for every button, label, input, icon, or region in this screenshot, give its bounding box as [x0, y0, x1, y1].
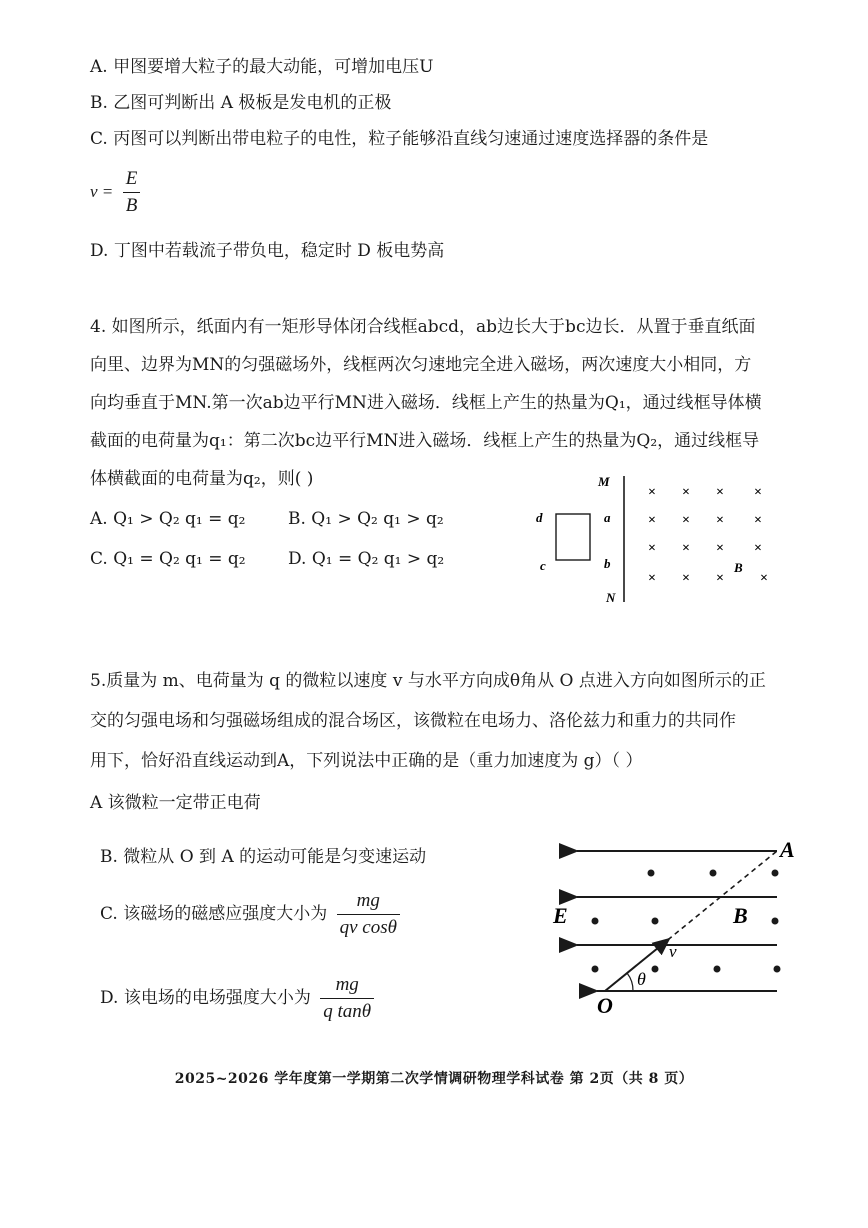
- field-dot: [772, 918, 779, 925]
- field-cross-mark: ×: [648, 513, 656, 528]
- label-v: v: [669, 942, 677, 961]
- q4-stem-line-2: 向里、边界为MN的匀强磁场外，线框两次匀速地完全进入磁场，两次速度大小相同，方: [90, 355, 752, 375]
- q5-option-c-text: C. 该磁场的磁感应强度大小为: [100, 904, 328, 924]
- q5-option-a: A 该微粒一定带正电荷: [90, 793, 261, 813]
- field-dot: [592, 918, 599, 925]
- q4-option-b: B. Q₁ > Q₂ q₁ > q₂: [288, 509, 444, 529]
- fraction-denominator: B: [125, 195, 138, 216]
- label-a: A: [780, 837, 795, 862]
- field-cross-mark: ×: [716, 541, 724, 556]
- field-cross-mark: ×: [648, 571, 656, 586]
- q3-option-d: D. 丁图中若载流子带负电，稳定时 D 板电势高: [90, 241, 445, 261]
- field-cross-mark: ×: [716, 485, 724, 500]
- q4-magnetic-field-figure: [520, 470, 790, 610]
- page-footer: 2025~2026 学年度第一学期第二次学情调研物理学科试卷 第 2页（共 8 页）: [174, 1071, 694, 1087]
- q4-stem-line-4: 截面的电荷量为q₁：第二次bc边平行MN进入磁场．线框上产生的热量为Q₂，通过线框导: [90, 431, 760, 451]
- field-cross-mark: ×: [754, 541, 762, 556]
- q5-crossed-fields-figure: [545, 835, 815, 1020]
- fraction-numerator: E: [123, 168, 141, 193]
- label-b: B: [733, 903, 748, 928]
- field-dot: [714, 966, 721, 973]
- q3-option-b: B. 乙图可判断出 A 极板是发电机的正极: [90, 93, 392, 113]
- field-dot: [772, 870, 779, 877]
- label-n: N: [606, 590, 616, 605]
- label-theta: θ: [637, 969, 646, 989]
- field-dot: [652, 918, 659, 925]
- q4-stem-line-5: 体横截面的电荷量为q₂，则( ): [90, 469, 314, 489]
- field-cross-mark: ×: [716, 513, 724, 528]
- q5-option-c-fraction: [337, 890, 400, 939]
- q3-option-c: C. 丙图可以判断出带电粒子的电性，粒子能够沿直线匀速通过速度选择器的条件是: [90, 129, 709, 149]
- q5-option-b: B. 微粒从 O 到 A 的运动可能是匀变速运动: [100, 847, 427, 867]
- q5-option-c: [100, 890, 400, 939]
- rectangular-wire-frame: [556, 514, 590, 560]
- field-dot: [648, 870, 655, 877]
- field-dot: [774, 966, 781, 973]
- field-cross-mark: ×: [716, 571, 724, 586]
- field-cross-mark: ×: [682, 571, 690, 586]
- theta-arc: [627, 973, 633, 991]
- q5-option-d-fraction: [320, 974, 374, 1023]
- field-cross-mark: ×: [648, 541, 656, 556]
- q5-option-d: [100, 974, 374, 1023]
- q5-option-d-text: D. 该电场的电场强度大小为: [100, 988, 311, 1008]
- label-a: a: [604, 510, 611, 525]
- label-e: E: [553, 903, 568, 928]
- fraction-numerator: mg: [320, 974, 374, 999]
- label-m: M: [598, 474, 610, 489]
- q4-stem-line-3: 向均垂直于MN.第一次ab边平行MN进入磁场．线框上产生的热量为Q₁，通过线框导体横: [90, 393, 762, 413]
- e-over-b-fraction: [123, 168, 141, 217]
- field-dots: [592, 870, 781, 973]
- q3-option-a: A. 甲图要增大粒子的最大动能，可增加电压U: [90, 57, 434, 77]
- field-crosses: [648, 485, 768, 586]
- field-cross-mark: ×: [648, 485, 656, 500]
- field-cross-mark: ×: [682, 541, 690, 556]
- field-cross-mark: ×: [754, 485, 762, 500]
- fraction-denominator: q tanθ: [323, 1001, 372, 1022]
- field-cross-mark: ×: [754, 513, 762, 528]
- q4-option-c: C. Q₁ = Q₂ q₁ = q₂: [90, 549, 246, 569]
- label-field-b: B: [734, 560, 743, 575]
- field-cross-mark: ×: [682, 513, 690, 528]
- q4-option-a: A. Q₁ > Q₂ q₁ = q₂: [90, 509, 246, 529]
- label-d: d: [536, 510, 543, 525]
- velocity-symbol: v =: [90, 182, 114, 201]
- label-b: b: [604, 556, 611, 571]
- field-dot: [710, 870, 717, 877]
- fraction-numerator: mg: [337, 890, 400, 915]
- q5-stem-line-2: 交的匀强电场和匀强磁场组成的混合场区，该微粒在电场力、洛伦兹力和重力的共同作: [90, 711, 736, 731]
- field-cross-mark: ×: [682, 485, 690, 500]
- field-dot: [652, 966, 659, 973]
- q4-stem-line-1: 4. 如图所示，纸面内有一矩形导体闭合线框abcd，ab边长大于bc边长．从置于垂直纸面: [90, 317, 756, 337]
- label-o: O: [597, 993, 613, 1018]
- q5-stem-line-3: 用下，恰好沿直线运动到A，下列说法中正确的是（重力加速度为 g）（ ）: [90, 751, 643, 771]
- q5-stem-line-1: 5.质量为 m、电荷量为 q 的微粒以速度 v 与水平方向成θ角从 O 点进入方向如图所示的正: [90, 671, 766, 691]
- fraction-denominator: qv cosθ: [339, 917, 397, 938]
- label-c: c: [540, 558, 546, 573]
- q4-option-d: D. Q₁ = Q₂ q₁ > q₂: [288, 549, 445, 569]
- field-cross-mark: ×: [760, 571, 768, 586]
- field-dot: [592, 966, 599, 973]
- q3-option-c-formula: [90, 168, 140, 217]
